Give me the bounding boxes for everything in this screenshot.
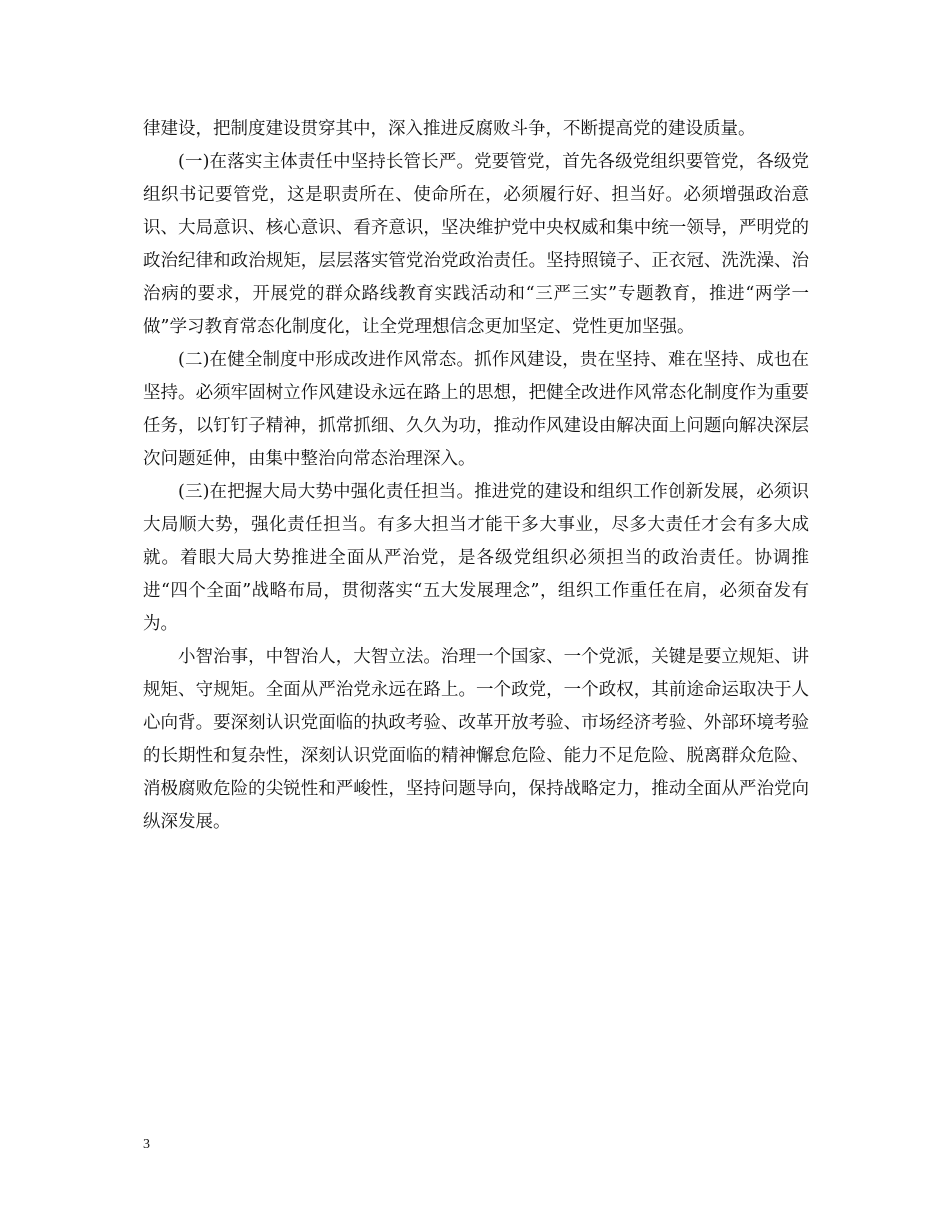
page-number: 3 [143, 1137, 150, 1152]
paragraph-conclusion: 小智治事，中智治人，大智立法。治理一个国家、一个党派，关键是要立规矩、讲规矩、守规矩。全面从严治党永远在路上。一个政党，一个政权，其前途命运取决于人心向背。要深刻认识党面临的执政考验、改革开放考验、市场经济考验、外部环境考验的长期性和复杂性，深刻认识党面临的精神懈怠危险、能力不足危险、脱离群众危险、消极腐败危险的尖锐性和严峻性，坚持问题导向，保持战略定力，推动全面从严治党向纵深发展。 [143, 647, 809, 832]
paragraph-continuation: 律建设，把制度建设贯穿其中，深入推进反腐败斗争，不断提高党的建设质量。 [143, 119, 756, 139]
paragraph-section-two: (二)在健全制度中形成改进作风常态。抓作风建设，贵在坚持、难在坚持、成也在坚持。必须牢固树立作风建设永远在路上的思想，把健全改进作风常态化制度作为重要任务，以钉钉子精神，抓常抓细、久久为功，推动作风建设由解决面上问题向解决深层次问题延伸，由集中整治向常态治理深入。 [143, 350, 809, 469]
paragraph-section-three: (三)在把握大局大势中强化责任担当。推进党的建设和组织工作创新发展，必须识大局顺大势，强化责任担当。有多大担当才能干多大事业，尽多大责任才会有多大成就。着眼大局大势推进全面从严治党，是各级党组织必须担当的政治责任。协调推进“四个全面”战略布局，贯彻落实“五大发展理念”，组织工作重任在肩，必须奋发有为。 [143, 482, 809, 634]
paragraph-section-one: (一)在落实主体责任中坚持长管长严。党要管党，首先各级党组织要管党，各级党组织书记要管党，这是职责所在、使命所在，必须履行好、担当好。必须增强政治意识、大局意识、核心意识、看齐意识，坚决维护党中央权威和集中统一领导，严明党的政治纪律和政治规矩，层层落实管党治党政治责任。坚持照镜子、正衣冠、洗洗澡、治治病的要求，开展党的群众路线教育实践活动和“三严三实”专题教育，推进“两学一做”学习教育常态化制度化，让全党理想信念更加坚定、党性更加坚强。 [143, 152, 809, 337]
document-body [143, 113, 809, 839]
